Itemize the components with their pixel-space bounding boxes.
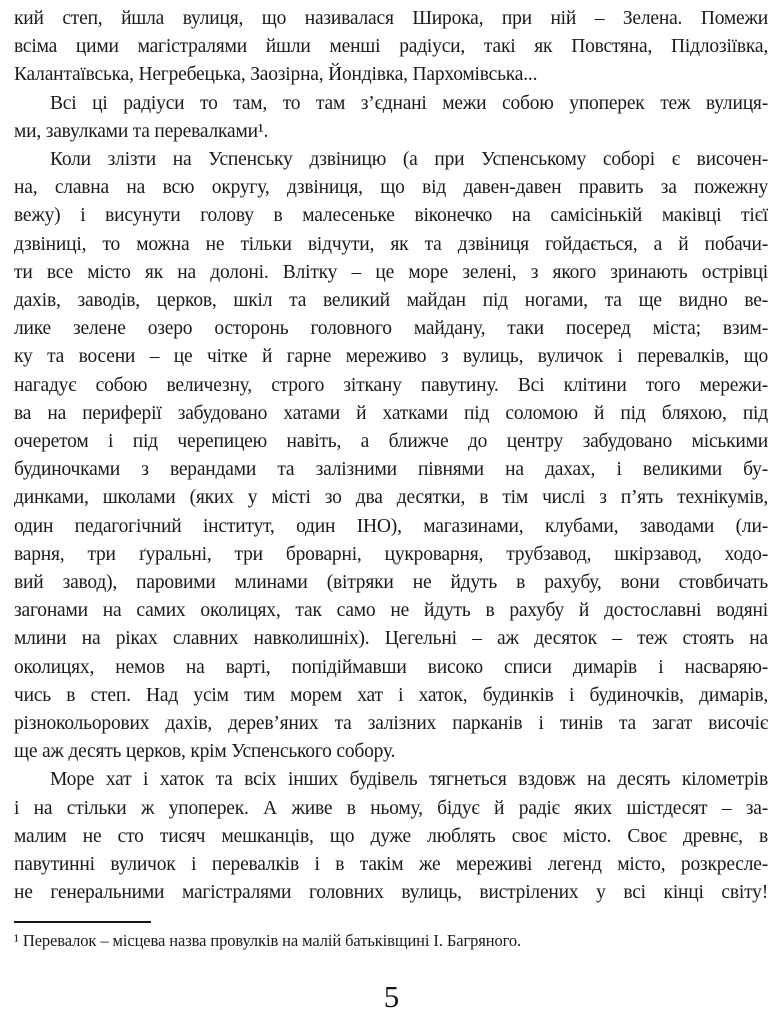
footnote-separator [14,921,151,923]
text-line: динками, школами (яких у місті зо два десятки, в тім числі з п’ять технікумів, [14,487,768,509]
text-line: ми, завулками та перевалками¹. [14,120,269,142]
footnote-text: ¹ Перевалок – місцева назва провулків на малій батьківщині І. Багряного. [14,930,522,950]
text-line: млини на ріках славних навколишніх). Цегельні – аж десяток – теж стоять на [14,628,768,650]
text-line: малим не сто тисяч мешканців, що дуже люблять своє місто. Своє древнє, в [14,825,768,847]
text-line: вий завод), паровими млинами (вітряки не йдуть в рахубу, вони стовбичать [14,572,768,594]
text-line: павутинні вуличок і перевалків і в такім же мереживі легенд місто, розкресле- [14,854,768,876]
text-line: дахів, заводів, церков, шкіл та великий майдан під ногами, та ще видно ве- [14,290,768,312]
text-line: вежу) і висунути голову в малесеньке віконечко на самісінькій маківці тієї [14,205,768,227]
text-line: Коли злізти на Успенську дзвіницю (а при Успенському соборі є височен- [50,149,768,171]
text-line: варня, три ґуральні, три броварні, цукроварня, трубзавод, шкірзавод, ходо- [14,543,768,565]
text-line: Всі ці радіуси то там, то там з’єднані межи собою упоперек теж вулиця- [50,92,768,114]
text-line: Море хат і хаток та всіх інших будівель тягнеться вздовж на десять кілометрів [50,769,768,791]
text-line: околицях, немов на варті, попідіймавши високо списи димарів і насваряю- [14,656,768,678]
text-line: не генеральними магістралями головних вулиць, вистрілених у всі кінці світу! [14,882,768,904]
text-line: дзвіниці, то можна не тільки відчути, як та дзвіниця гойдається, а й побачи- [14,233,768,255]
body-text [14,5,768,908]
text-line: чись в степ. Над усім тим морем хат і хаток, будинків і будиночків, димарів, [14,684,768,706]
text-line: і на стільки ж упоперек. А живе в ньому, бідує й радіє яких шістдесят – за- [14,797,768,819]
text-line: різнокольорових дахів, дерев’яних та залізних парканів і тинів та загат височіє [14,713,768,735]
text-line: нагадує собою величезну, строго зіткану павутину. Всі клітини того мережи- [14,374,768,396]
text-line: ку та восени – це чітке й гарне мереживо з вулиць, вуличок і перевалків, що [14,346,768,368]
page-number: 5 [383,979,400,1014]
text-line: ти все місто як на долоні. Влітку – це море зелені, з якого зринають острівці [14,261,768,283]
text-line: лике зелене озеро осторонь головного майдану, таки посеред міста; взим- [14,318,768,340]
text-line: очеретом і під черепицею навіть, а ближче до центру забудовано міськими [14,431,768,453]
text-line: на, славна на всю округу, дзвіниця, що від давен-давен править за пожежну [14,177,768,199]
text-line: ще аж десять церков, крім Успенського собору. [14,741,396,763]
text-line: будиночками з верандами та залізними півнями на дахах, і великими бу- [14,459,768,481]
text-line: загонами на самих околицях, так само не йдуть в рахубу й достославні водяні [14,600,768,622]
text-line: всіма цими магістралями йшли менші радіуси, такі як Повстяна, Підлозіївка, [14,36,768,58]
text-line: кий степ, йшла вулиця, що називалася Широка, при ній – Зелена. Помежи [14,8,768,29]
text-line: Калантаївська, Негребецька, Заозірна, Йондівка, Пархомівська... [14,64,538,86]
text-line: ва на периферії забудовано хатами й хатками під соломою й під бляхою, під [14,402,768,424]
text-line: один педагогічний інститут, один ІНО), магазинами, клубами, заводами (ли- [14,515,768,537]
